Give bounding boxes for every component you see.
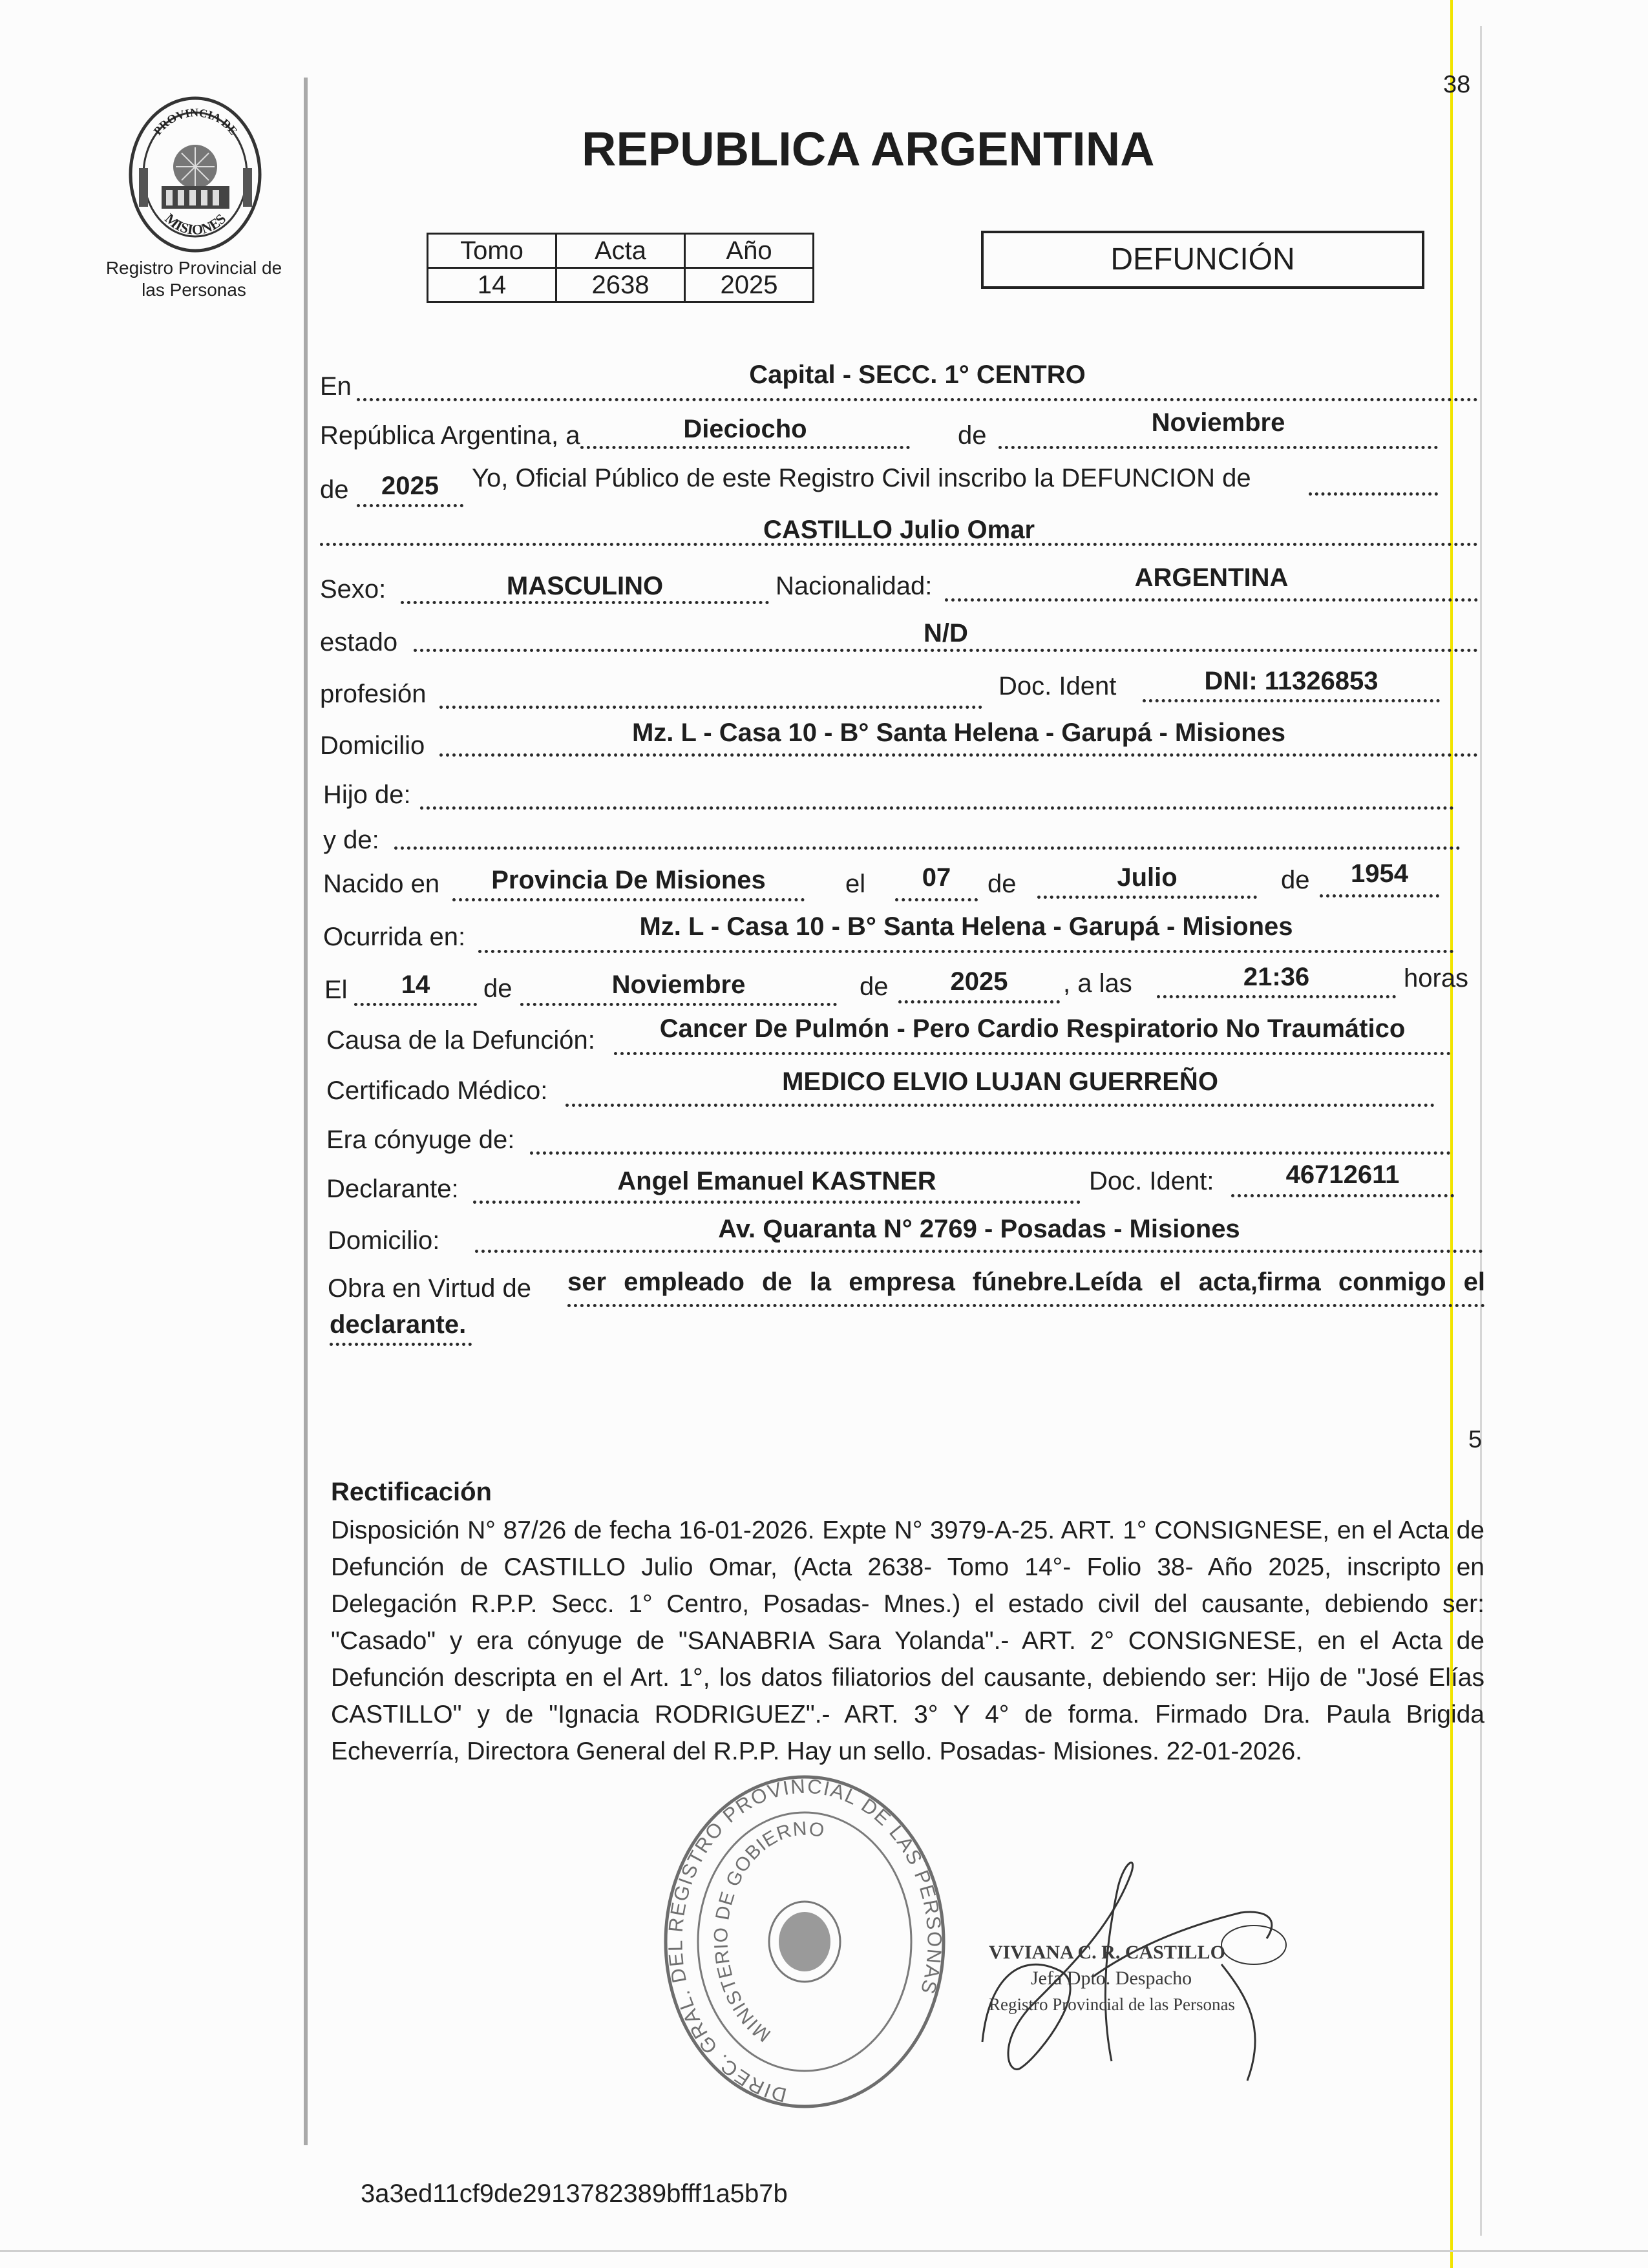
- value-dni: DNI: 11326853: [1204, 667, 1379, 695]
- label-de: de: [320, 476, 349, 504]
- fill-line: [414, 649, 1478, 652]
- fill-line: [420, 806, 1454, 810]
- label-obra-virtud: Obra en Virtud de: [328, 1274, 532, 1303]
- fill-line: [473, 1201, 1081, 1204]
- label-nacido-en: Nacido en: [323, 870, 440, 898]
- tomo-label: Tomo: [428, 234, 556, 268]
- value-sexo: MASCULINO: [506, 572, 664, 600]
- label-de: de: [860, 972, 889, 1001]
- value-declarante: Angel Emanuel KASTNER: [617, 1167, 936, 1195]
- fill-line: [945, 598, 1478, 602]
- acta-value: 2638: [556, 268, 685, 302]
- value-nacionalidad: ARGENTINA: [1134, 563, 1289, 592]
- label-estado: estado: [320, 628, 398, 656]
- value-anio: 2025: [381, 472, 439, 500]
- tomo-value: 14: [428, 268, 556, 302]
- label-doc-ident: Doc. Ident:: [1089, 1167, 1214, 1195]
- fill-line: [330, 1343, 472, 1346]
- label-declarante: Declarante:: [326, 1175, 459, 1203]
- value-nacido-anio: 1954: [1351, 859, 1408, 888]
- value-causa: Cancer De Pulmón - Pero Cardio Respiratorio No Traumático: [659, 1014, 1406, 1043]
- fill-line: [898, 1000, 1060, 1003]
- fill-line: [998, 446, 1438, 449]
- act-type-box: DEFUNCIÓN: [981, 231, 1424, 289]
- anio-value: 2025: [685, 268, 814, 302]
- label-causa: Causa de la Defunción:: [326, 1026, 595, 1055]
- side-number: 5: [1468, 1426, 1483, 1453]
- fill-line: [530, 1151, 1451, 1155]
- label-doc-ident: Doc. Ident: [998, 672, 1117, 700]
- label-de: de: [1281, 866, 1310, 894]
- fill-line: [401, 601, 769, 604]
- fill-line: [1320, 894, 1439, 898]
- fill-line: [354, 1003, 477, 1006]
- label-a-las: , a las: [1063, 969, 1132, 998]
- page-edge-line: [1480, 26, 1482, 2236]
- label-el: el: [845, 870, 866, 898]
- svg-text:MINISTERIO DE GOBIERNO: MINISTERIO DE GOBIERNO: [710, 1818, 827, 2046]
- fill-line: [520, 1003, 837, 1006]
- acta-label: Acta: [556, 234, 685, 268]
- value-fallec-dia: 14: [401, 971, 430, 999]
- fill-line: [1231, 1194, 1454, 1197]
- label-de: de: [958, 421, 987, 450]
- value-fallec-anio: 2025: [950, 967, 1008, 996]
- fill-line: [1037, 896, 1257, 899]
- label-domicilio: Domicilio:: [328, 1226, 440, 1255]
- value-nacido-dia: 07: [922, 863, 951, 892]
- label-ocurrida-en: Ocurrida en:: [323, 923, 466, 951]
- fill-line: [580, 446, 910, 449]
- fill-line: [567, 1304, 1485, 1307]
- value-obra-virtud-cont: declarante.: [330, 1310, 467, 1339]
- value-hora: 21:36: [1243, 963, 1310, 991]
- label-horas: horas: [1404, 964, 1469, 992]
- value-nacido-lugar: Provincia De Misiones: [491, 866, 766, 894]
- fill-line: [439, 753, 1478, 757]
- anio-label: Año: [685, 234, 814, 268]
- logo-caption: Registro Provincial de las Personas: [105, 258, 282, 300]
- fill-line: [614, 1052, 1451, 1055]
- label-y-de: y de:: [323, 826, 379, 854]
- highlight-line: [1450, 0, 1453, 2268]
- rectificacion-title: Rectificación: [331, 1478, 492, 1506]
- rectificacion-text: Disposición N° 87/26 de fecha 16-01-2026. Expte N° 3979-A-25. ART. 1° CONSIGNESE, en el Acta de Defunción de CASTILLO Julio Omar, (Acta 2638- Tomo 14°- Folio 38- Año 2025, inscripto en Delegación R.P.P. Secc. 1° Centro, Posadas- Mnes.) el estado civil del causante, debiendo ser: "Casado" y era cónyuge de "SANABRIA Sara Yolanda".- ART. 2° CONSIGNESE, en el Acta de Defunción descripta en el Art. 1°, los datos filiatorios del causante, debiendo ser: Hijo de "José Elías CASTILLO" y de "Ignacia RODRIGUEZ".- ART. 3° Y 4° de forma. Firmado Dra. Paula Brigida Echeverría, Directora General del R.P.P. Hay un sello. Posadas- Misiones. 22-01-2026.: [331, 1517, 1484, 1765]
- label-conyuge: Era cónyuge de:: [326, 1126, 515, 1154]
- value-domicilio: Mz. L - Casa 10 - B° Santa Helena - Garupá - Misiones: [631, 719, 1286, 747]
- fill-line: [478, 950, 1454, 953]
- label-hijo-de: Hijo de:: [323, 781, 411, 809]
- label-de: de: [483, 974, 512, 1003]
- fill-line: [895, 898, 978, 901]
- fill-line: [357, 504, 463, 507]
- official-stamp-icon: [659, 1770, 950, 2113]
- label-nacionalidad: Nacionalidad:: [776, 572, 933, 600]
- signature-stamp: VIVIANA C. R. CASTILLO Jefa Dpto. Despacho Registro Provincial de las Personas: [989, 1942, 1235, 2014]
- fill-line: [565, 1104, 1435, 1107]
- value-ocurrida: Mz. L - Casa 10 - B° Santa Helena - Garupá - Misiones: [639, 912, 1293, 941]
- svg-text:DIREC. GRAL. DEL REGISTRO PROV: DIREC. GRAL. DEL REGISTRO PROVINCIAL DE LAS PERSONAS: [664, 1774, 946, 2107]
- page-title: REPUBLICA ARGENTINA: [582, 122, 1155, 176]
- svg-text:PROVINCIA DE: PROVINCIA DE: [151, 106, 240, 138]
- value-dia-letras: Dieciocho: [683, 415, 807, 443]
- fill-line: [357, 398, 1478, 401]
- value-declarante-doc: 46712611: [1285, 1160, 1400, 1189]
- bottom-edge-line: [0, 2250, 1648, 2252]
- label-certificado: Certificado Médico:: [326, 1076, 548, 1105]
- fill-line: [394, 846, 1461, 850]
- value-certificado: MEDICO ELVIO LUJAN GUERREÑO: [782, 1067, 1218, 1096]
- fill-line: [1309, 492, 1438, 496]
- left-margin-line: [304, 78, 308, 2145]
- svg-text:MISIONES: MISIONES: [162, 210, 229, 238]
- value-obra-virtud: ser empleado de la empresa fúnebre.Leída el acta,firma conmigo el: [567, 1268, 1485, 1296]
- fill-line: [320, 543, 1478, 546]
- value-nacido-mes: Julio: [1117, 863, 1178, 892]
- fill-line: [475, 1250, 1483, 1253]
- value-estado: N/D: [924, 619, 968, 647]
- provincial-seal-logo-icon: [126, 96, 265, 254]
- label-el-cap: El: [324, 976, 348, 1004]
- value-nombre: CASTILLO Julio Omar: [763, 516, 1035, 544]
- label-domicilio: Domicilio: [320, 731, 425, 760]
- fill-line: [1143, 699, 1440, 702]
- fill-line: [452, 898, 805, 901]
- value-fallec-mes: Noviembre: [611, 971, 746, 999]
- label-republica: República Argentina, a: [320, 421, 580, 450]
- registry-table: [427, 233, 814, 303]
- label-de: de: [988, 870, 1017, 898]
- fill-line: [1157, 995, 1396, 998]
- label-profesion: profesión: [320, 680, 427, 708]
- value-declarante-domicilio: Av. Quaranta N° 2769 - Posadas - Misiones: [718, 1215, 1240, 1243]
- document-hash: 3a3ed11cf9de2913782389bfff1a5b7b: [361, 2179, 788, 2208]
- value-mes: Noviembre: [1151, 408, 1285, 437]
- label-yo-oficial: Yo, Oficial Público de este Registro Civil inscribo la DEFUNCION de: [472, 464, 1251, 492]
- label-sexo: Sexo:: [320, 575, 386, 604]
- page-number: 38: [1443, 71, 1471, 98]
- label-en: En: [320, 372, 352, 401]
- value-lugar: Capital - SECC. 1° CENTRO: [749, 361, 1086, 389]
- fill-line: [439, 706, 982, 709]
